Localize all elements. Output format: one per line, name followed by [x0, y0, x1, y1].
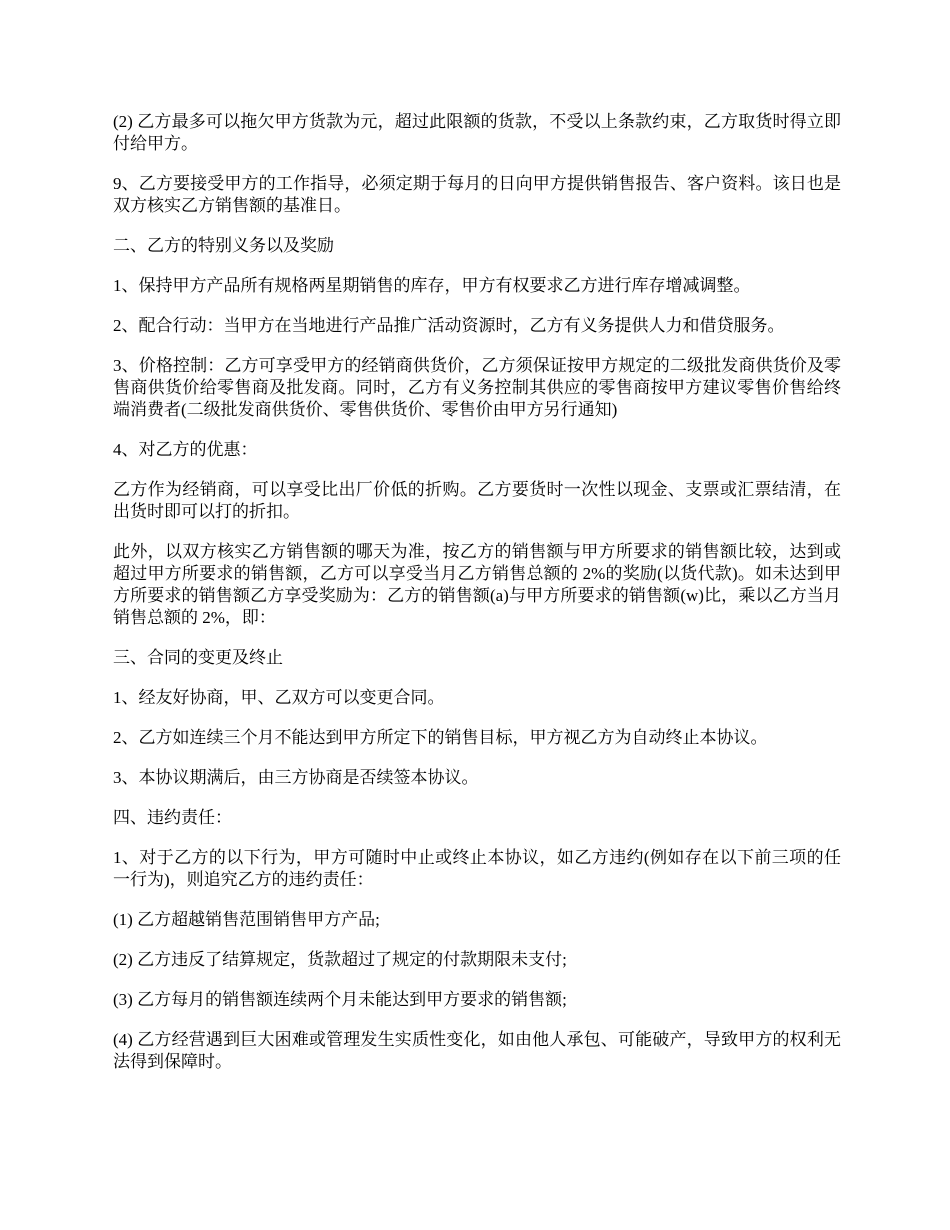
paragraph-discount-details: 乙方作为经销商，可以享受比出厂价低的折购。乙方要货时一次性以现金、支票或汇票结清，在出货时即可以打的折扣。 — [113, 480, 841, 521]
paragraph-change-2: 2、乙方如连续三个月不能达到甲方所定下的销售目标，甲方视乙方为自动终止本协议。 — [113, 728, 768, 747]
document-page — [113, 111, 841, 1091]
paragraph-change-3: 3、本协议期满后，由三方协商是否续签本协议。 — [113, 768, 479, 787]
paragraph-breach-item-3: (3) 乙方每月的销售额连续两个月未能达到甲方要求的销售额; — [113, 990, 567, 1009]
paragraph-reward-details: 此外，以双方核实乙方销售额的哪天为准，按乙方的销售额与甲方所要求的销售额比较，达到或超过甲方所要求的销售额，乙方可以享受当月乙方销售总额的 2%的奖励(以货代款)。如未达到甲方所要求的销售额乙方享受奖励为：乙方的销售额(a)与甲方所要求的销售额(w)比，乘以乙方当月销售总额的 2%，即： — [113, 542, 841, 627]
paragraph-clause-9-work-guidance: 9、乙方要接受甲方的工作指导，必须定期于每月的日向甲方提供销售报告、客户资料。该日也是双方核实乙方销售额的基准日。 — [113, 174, 841, 215]
section-heading-breach-liability: 四、违约责任： — [113, 808, 232, 827]
paragraph-breach-item-1: (1) 乙方超越销售范围销售甲方产品; — [113, 910, 380, 929]
section-heading-special-obligations: 二、乙方的特别义务以及奖励 — [113, 236, 334, 255]
paragraph-clause-2-credit-limit: (2) 乙方最多可以拖欠甲方货款为元，超过此限额的货款，不受以上条款约束，乙方取货时得立即付给甲方。 — [113, 112, 841, 153]
paragraph-breach-item-4: (4) 乙方经营遇到巨大困难或管理发生实质性变化，如由他人承包、可能破产，导致甲方的权利无法得到保障时。 — [113, 1030, 841, 1071]
paragraph-change-1: 1、经友好协商，甲、乙双方可以变更合同。 — [113, 688, 445, 707]
paragraph-breach-1: 1、对于乙方的以下行为，甲方可随时中止或终止本协议，如乙方违约(例如存在以下前三项的任一行为)，则追究乙方的违约责任： — [113, 848, 841, 889]
paragraph-breach-item-2: (2) 乙方违反了结算规定，货款超过了规定的付款期限未支付; — [113, 950, 567, 969]
paragraph-obligation-2-cooperation: 2、配合行动：当甲方在当地进行产品推广活动资源时，乙方有义务提供人力和借贷服务。 — [113, 316, 785, 335]
paragraph-obligation-1-inventory: 1、保持甲方产品所有规格两星期销售的库存，甲方有权要求乙方进行库存增减调整。 — [113, 276, 751, 295]
paragraph-obligation-4-discount-heading: 4、对乙方的优惠： — [113, 440, 258, 459]
section-heading-contract-change: 三、合同的变更及终止 — [113, 648, 283, 667]
paragraph-obligation-3-price-control: 3、价格控制：乙方可享受甲方的经销商供货价，乙方须保证按甲方规定的二级批发商供货价及零售商供货价给零售商及批发商。同时，乙方有义务控制其供应的零售商按甲方建议零售价售给终端消费者(二级批发商供货价、零售供货价、零售价由甲方另行通知) — [113, 356, 841, 419]
